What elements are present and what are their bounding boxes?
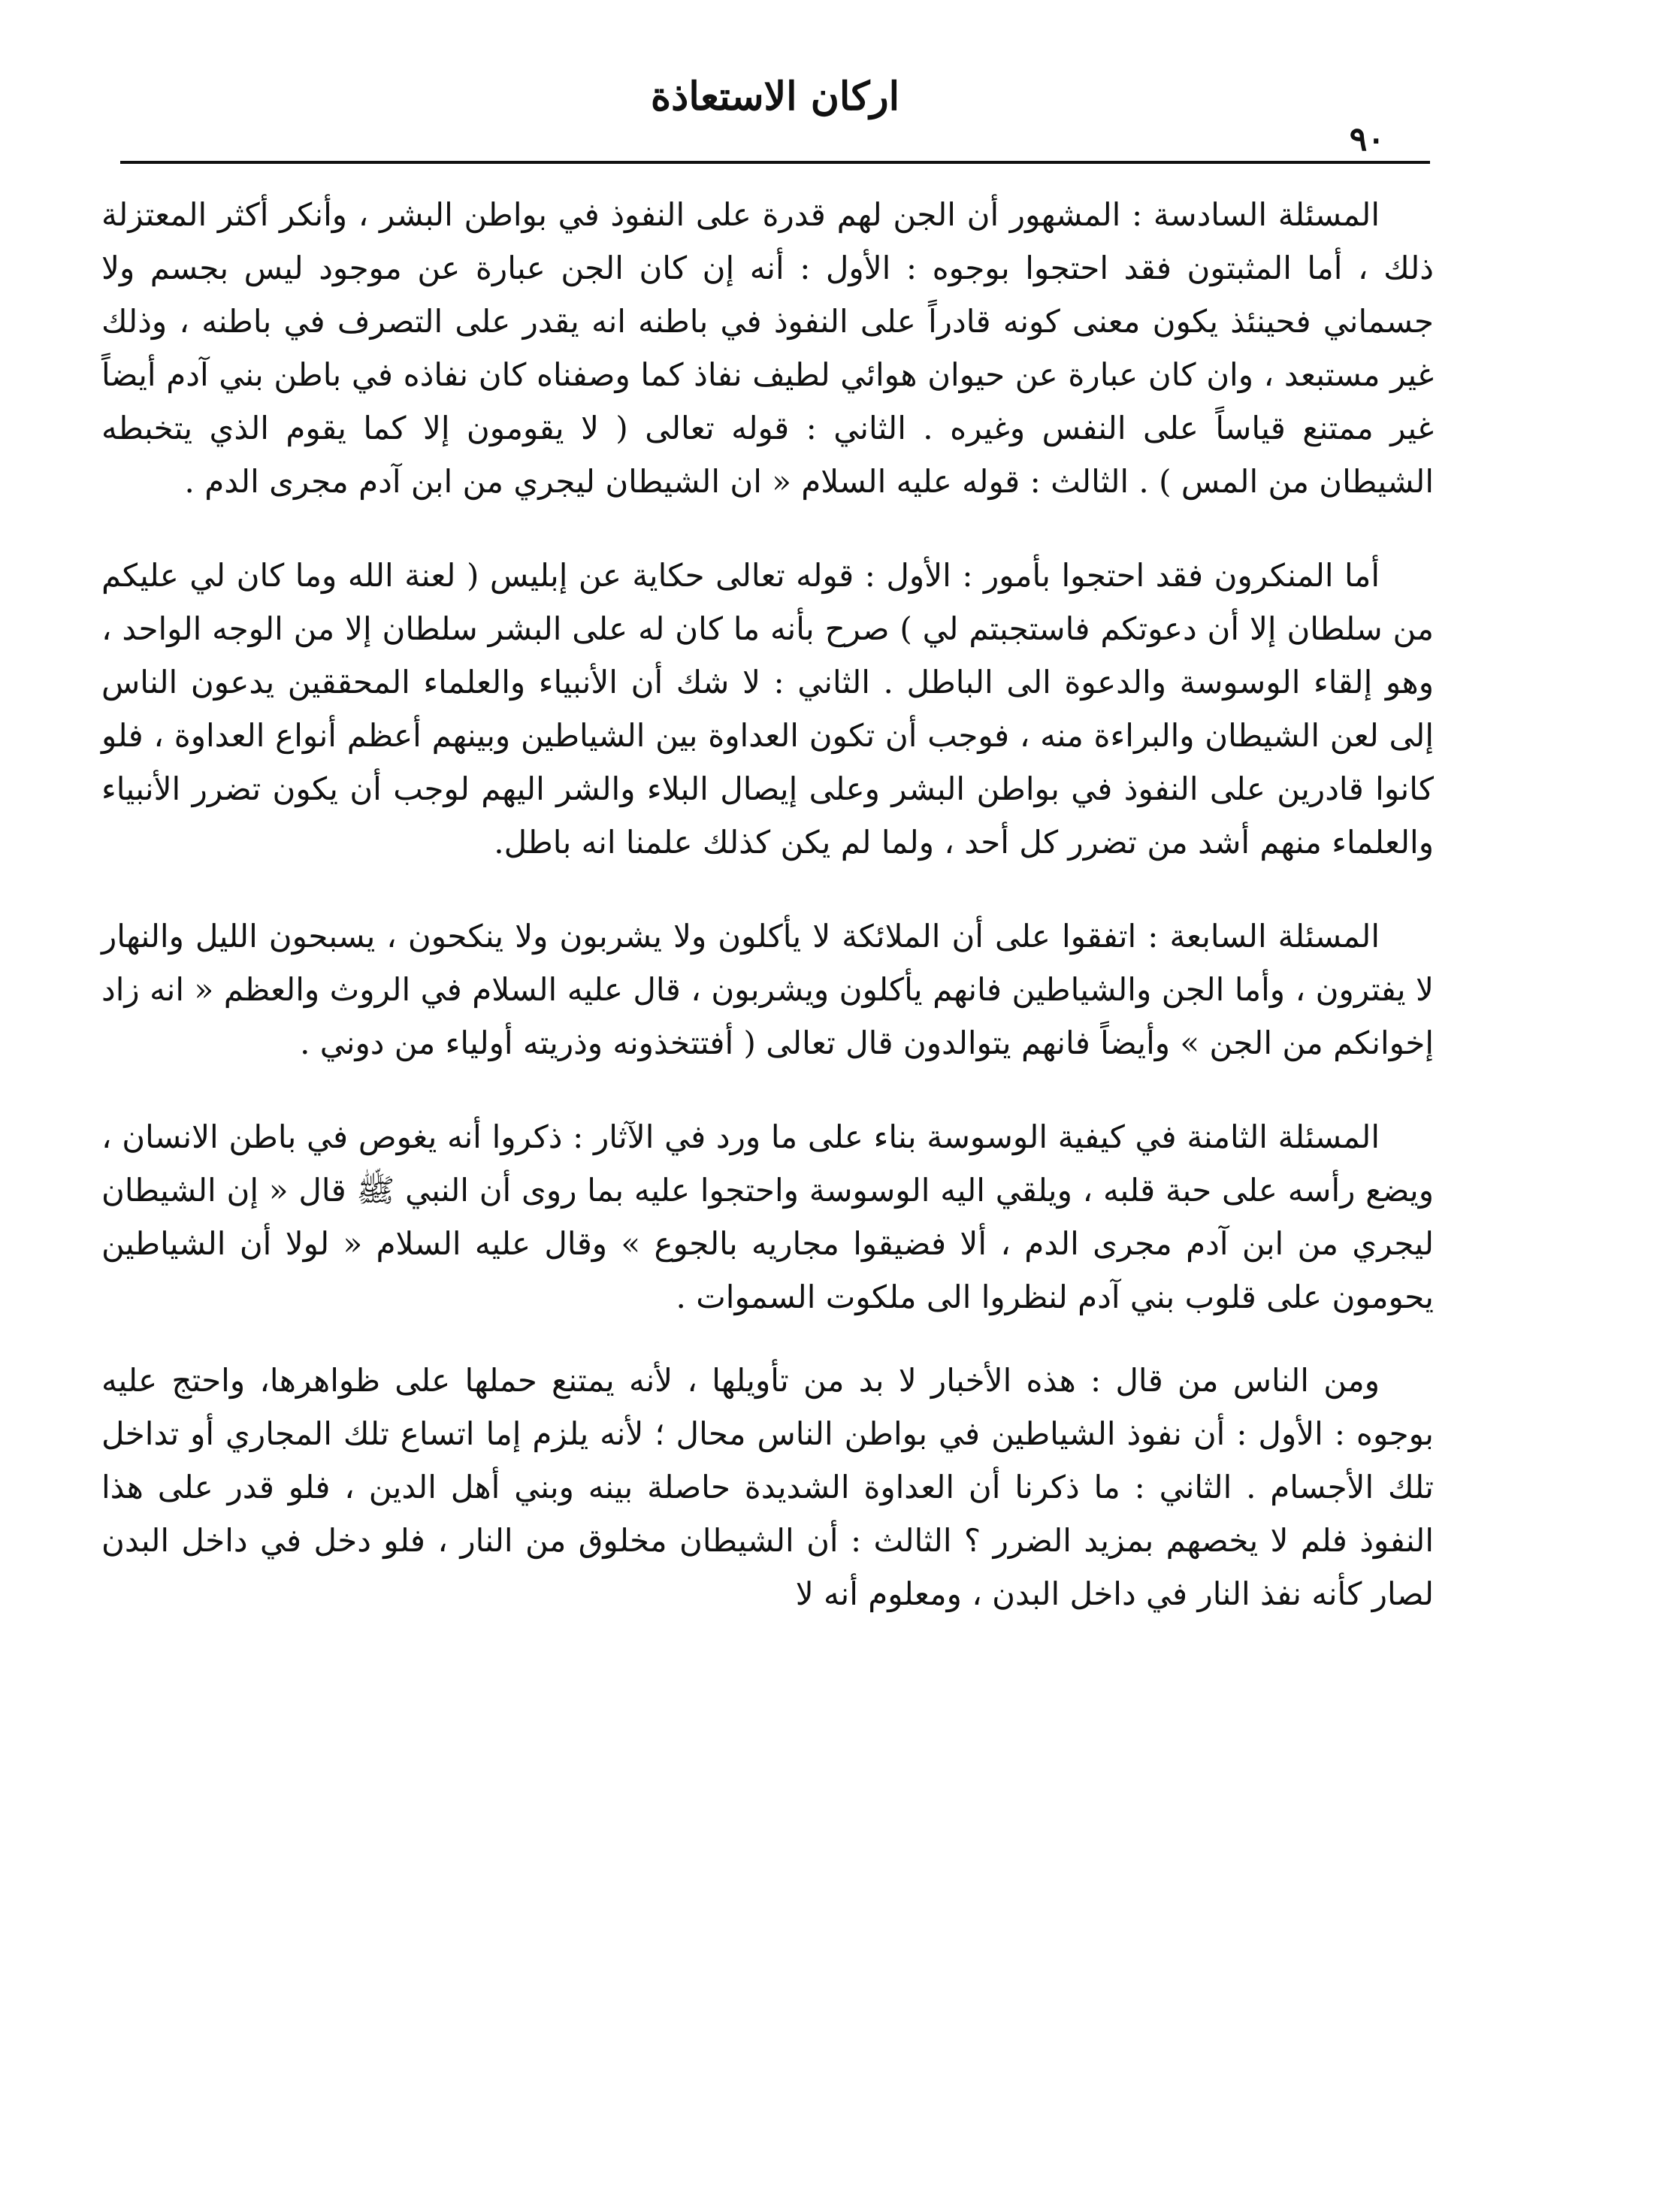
paragraph-deniers-arguments: أما المنكرون فقد احتجوا بأمور : الأول : قوله تعالى حكاية عن إبليس ( لعنة الله وما كان لي عليكم من سلطان إلا أن دعوتكم فاستجبتم لي ) صرح بأنه ما كان له على البشر سلطان إلا من الوجه الواحد ، وهو إلقاء الوسوسة والدعوة الى الباطل . الثاني : لا شك أن الأنبياء والعلماء المحققين يدعون الناس إلى لعن الشيطان والبراءة منه ، فوجب أن تكون العداوة بين الشياطين وبينهم أعظم أنواع العداوة ، فلو كانوا قادرين على النفوذ في بواطن البشر وعلى إيصال البلاء والشر اليهم لوجب أن يكون تضرر الأنبياء والعلماء منهم أشد من تضرر كل أحد ، ولما لم يكن كذلك علمنا انه باطل.: [101, 557, 1434, 861]
paragraph-interpretation: ومن الناس من قال : هذه الأخبار لا بد من تأويلها ، لأنه يمتنع حملها على ظواهرها، واحتج عليه بوجوه : الأول : أن نفوذ الشياطين في بواطن الناس محال ؛ لأنه يلزم إما اتساع تلك المجاري أو تداخل تلك الأجسام . الثاني : ما ذكرنا أن العداوة الشديدة حاصلة بينه وبني أهل الدين ، فلو قدر على هذا النفوذ فلم لا يخصهم بمزيد الضرر ؟ الثالث : أن الشيطان مخلوق من النار ، فلو دخل في داخل البدن لصار كأنه نفذ النار في داخل البدن ، ومعلوم أنه لا: [101, 1362, 1434, 1612]
header-rule: [120, 161, 1430, 164]
paragraph-eighth-issue: المسئلة الثامنة في كيفية الوسوسة بناء على ما ورد في الآثار : ذكروا أنه يغوص في باطن الانسان ، ويضع رأسه على حبة قلبه ، ويلقي اليه الوسوسة واحتجوا عليه بما روى أن النبي ﷺ قال « إن الشيطان ليجري من ابن آدم مجرى الدم ، ألا فضيقوا مجاريه بالجوع » وقال عليه السلام « لولا أن الشياطين يحومون على قلوب بني آدم لنظروا الى ملكوت السموات .: [101, 1118, 1434, 1315]
page-header: [120, 53, 1430, 165]
page-body: [101, 188, 1434, 1661]
paragraph-seventh-issue: المسئلة السابعة : اتفقوا على أن الملائكة لا يأكلون ولا يشربون ولا ينكحون ، يسبحون الليل والنهار لا يفترون ، وأما الجن والشياطين فانهم يأكلون ويشربون ، قال عليه السلام في الروث والعظم « انه زاد إخوانكم من الجن » وأيضاً فانهم يتوالدون قال تعالى ( أفتتخذونه وذريته أولياء من دوني .: [101, 918, 1434, 1061]
paragraph-sixth-issue: المسئلة السادسة : المشهور أن الجن لهم قدرة على النفوذ في بواطن البشر ، وأنكر أكثر المعتزلة ذلك ، أما المثبتون فقد احتجوا بوجوه : الأول : أنه إن كان الجن عبارة عن موجود ليس بجسم ولا جسماني فحينئذ يكون معنى كونه قادراً على النفوذ في باطنه انه يقدر على التصرف في باطنه ، وذلك غير مستبعد ، وان كان عبارة عن حيوان هوائي لطيف نفاذ كما وصفناه كان نفاذه في باطن بني آدم أيضاً غير ممتنع قياساً على النفس وغيره . الثاني : قوله تعالى ( لا يقومون إلا كما يقوم الذي يتخبطه الشيطان من المس ) . الثالث : قوله عليه السلام « ان الشيطان ليجري من ابن آدم مجرى الدم .: [101, 196, 1434, 500]
page-number: ٩٠: [1349, 120, 1385, 159]
running-title: اركان الاستعاذة: [650, 74, 900, 120]
